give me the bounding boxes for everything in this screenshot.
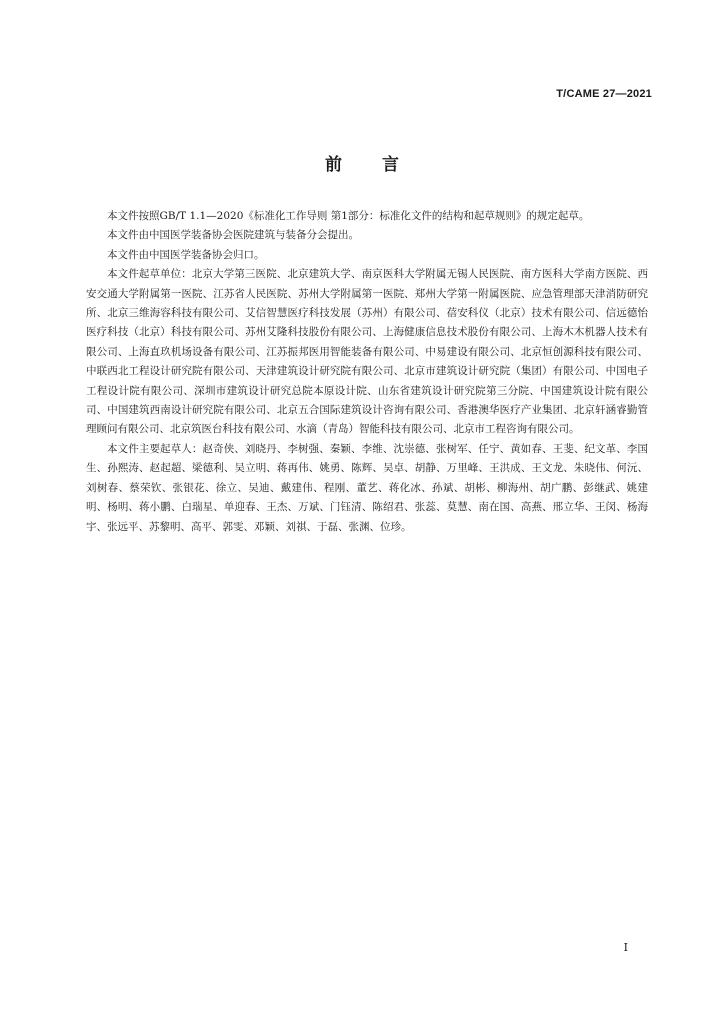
paragraph-main-drafters: 本文件主要起草人：赵奇侠、刘晓丹、李树强、秦颖、李维、沈崇德、张树军、任宁、黄如春、王斐、纪文革、李国生、孙熙涛、赵起超、梁德利、吴立明、蒋再伟、姚勇、陈辉、吴卓、胡静、万里峰、王洪成、王文龙、朱晓伟、何沅、刘树春、蔡荣钦、张银花、徐立、吴迪、戴建伟、程刚、董艺、蒋化冰、孙斌、胡彬、柳海州、胡广鹏、彭继武、姚建明、杨明、蒋小鹏、白瑞星、单迎春、王杰、万斌、门钰清、陈绍君、张蕊、莫慧、南在国、高燕、邢立华、王闵、杨海宇、张远平、苏黎明、高平、郭雯、邓颖、刘祺、于磊、张渊、位珍。 xyxy=(86,442,648,533)
paragraph-centralized-by: 本文件由中国医学装备协会归口。 xyxy=(107,248,265,261)
section-title: 前言 xyxy=(325,155,439,175)
paragraph-proposed-by: 本文件由中国医学装备协会医院建筑与装备分会提出。 xyxy=(107,229,359,242)
document-body xyxy=(86,207,648,537)
paragraph-drafting-units: 本文件起草单位：北京大学第三医院、北京建筑大学、南京医科大学附属无锡人民医院、南方医科大学南方医院、西安交通大学附属第一医院、江苏省人民医院、苏州大学附属第一医院、郑州大学第一附属医院、应急管理部天津消防研究所、北京三维海容科技有限公司、艾信智慧医疗科技发展（苏州）有限公司、蓓安科仪（北京）技术有限公司、信远德怡医疗科技（北京）科技有限公司、苏州艾隆科技股份有限公司、上海健康信息技术股份有限公司、上海木木机器人技术有限公司、上海直玖机场设备有限公司、江苏振邦医用智能装备有限公司、中易建设有限公司、北京恒创源科技有限公司、中联西北工程设计研究院有限公司、天津建筑设计研究院有限公司、北京市建筑设计研究院（集团）有限公司、中国电子工程设计院有限公司、深圳市建筑设计研究总院本原设计院、山东省建筑设计研究院第三分院、中国建筑设计院有限公司、中国建筑西南设计研究院有限公司、北京五合国际建筑设计咨询有限公司、香港澳华医疗产业集团、北京轩涵睿勤管理顾问有限公司、北京筑医台科技有限公司、水滴（青岛）智能科技有限公司、北京市工程咨询有限公司。 xyxy=(86,268,648,436)
page-number: I xyxy=(623,941,628,954)
paragraph-drafting-rules: 本文件按照GB/T 1.1—2020《标准化工作导则 第1部分：标准化文件的结构和起草规则》的规定起草。 xyxy=(107,210,590,222)
document-number: T/CAME 27—2021 xyxy=(556,88,652,100)
